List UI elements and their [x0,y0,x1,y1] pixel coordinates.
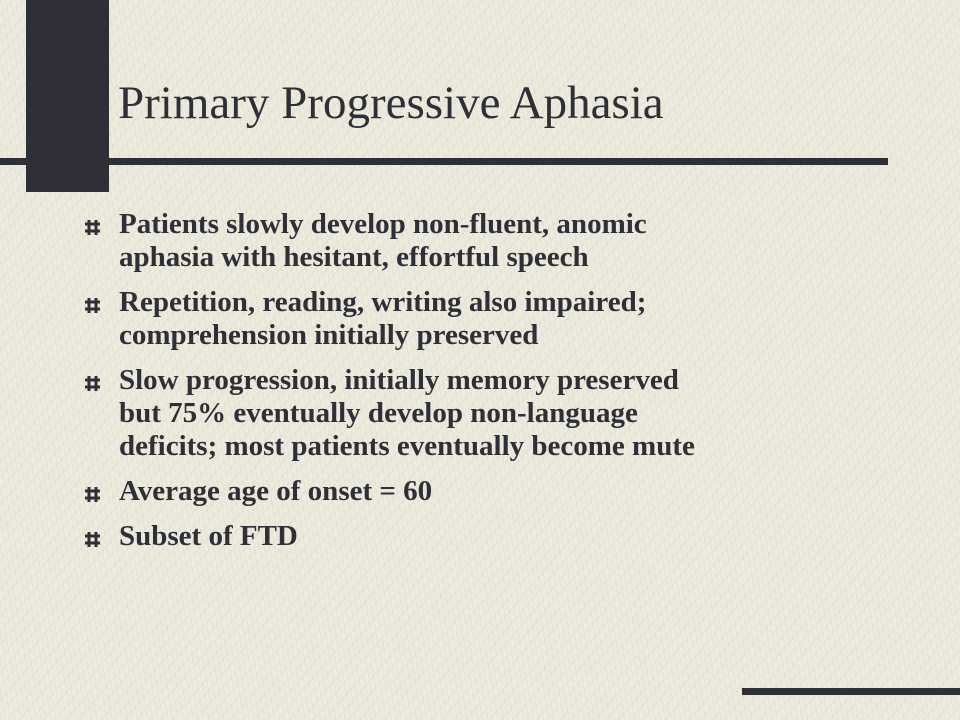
footer-divider [742,688,960,695]
bullet-text-line: Subset of FTD [119,520,298,552]
bullet-list [84,208,884,565]
hash-bullet-icon [84,219,101,236]
hash-bullet-icon [84,531,101,548]
hash-bullet-icon [84,486,101,503]
bullet-item [84,286,884,352]
hash-bullet-icon [84,375,101,392]
bullet-text-line: Slow progression, initially memory preserved [119,364,679,396]
bullet-text-line: aphasia with hesitant, effortful speech [119,241,589,273]
hash-bullet-icon [84,297,101,314]
bullet-text-line: Average age of onset = 60 [119,475,433,507]
bullet-item [84,520,884,553]
bullet-text-line: but 75% eventually develop non-language [119,397,638,429]
bullet-item [84,364,884,463]
bullet-item [84,475,884,508]
bullet-text-line: Repetition, reading, writing also impaired; [119,286,647,318]
title-divider [0,158,888,165]
bullet-item [84,208,884,274]
slide-title: Primary Progressive Aphasia [118,77,664,129]
bullet-text-line: comprehension initially preserved [119,319,539,351]
bullet-text-line: deficits; most patients eventually become mute [119,430,695,462]
bullet-text-line: Patients slowly develop non-fluent, anomic [119,208,647,240]
